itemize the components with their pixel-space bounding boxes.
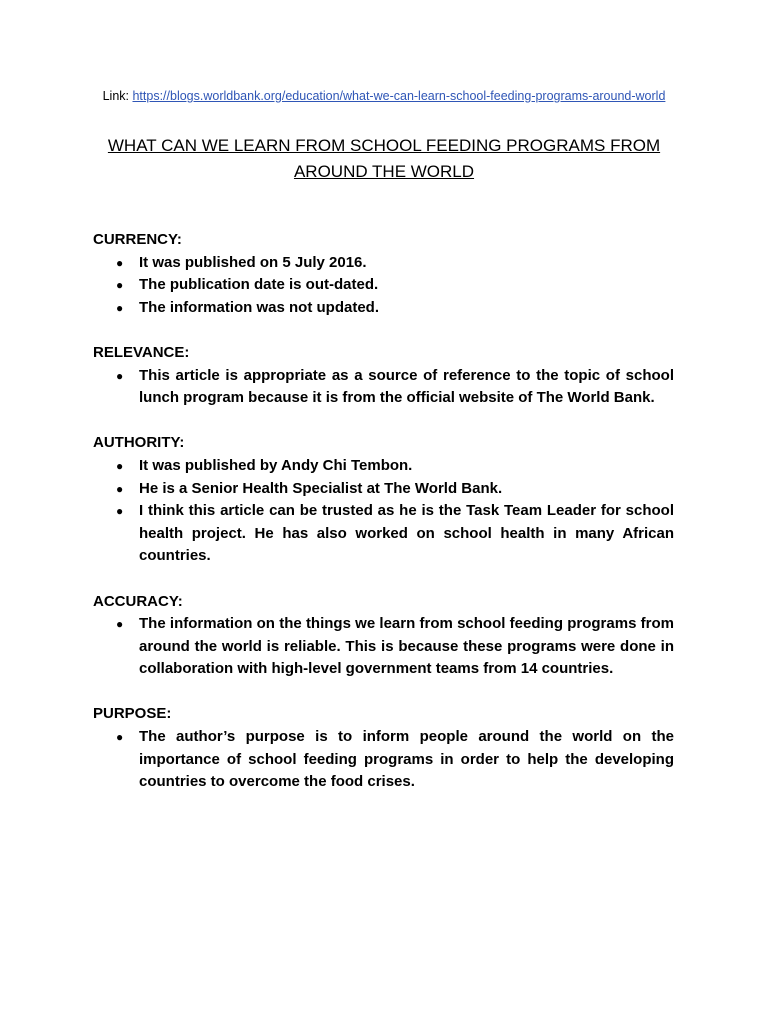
- bullet-text: It was published by Andy Chi Tembon.: [139, 456, 413, 474]
- document-body: [93, 229, 674, 816]
- bullet-text: The information was not updated.: [139, 298, 379, 316]
- bullet-icon: ●: [116, 368, 124, 383]
- bullet-list: [93, 613, 674, 681]
- bullet-list: [93, 726, 674, 794]
- bullet-item: [93, 455, 674, 478]
- bullet-text: He is a Senior Health Specialist at The World Bank.: [139, 479, 503, 497]
- bullet-icon: ●: [116, 278, 124, 293]
- bullet-item: [93, 252, 674, 275]
- section-purpose: [93, 703, 674, 793]
- bullet-icon: ●: [116, 458, 124, 473]
- bullet-item: [93, 726, 674, 794]
- bullet-list: [93, 365, 674, 410]
- bullet-text: This article is appropriate as a source of reference to the topic of school lunch program because it is from the official website of The World Bank.: [139, 366, 674, 407]
- bullet-item: [93, 613, 674, 681]
- source-url-link[interactable]: https://blogs.worldbank.org/education/what-we-can-learn-school-feeding-programs-around-world: [132, 89, 666, 103]
- bullet-text: The publication date is out-dated.: [139, 276, 379, 294]
- bullet-list: [93, 252, 674, 320]
- bullet-item: [93, 365, 674, 410]
- document-title: WHAT CAN WE LEARN FROM SCHOOL FEEDING PROGRAMS FROM AROUND THE WORLD: [107, 136, 661, 181]
- bullet-icon: ●: [116, 255, 124, 270]
- link-prefix: Link:: [102, 89, 133, 103]
- bullet-text: I think this article can be trusted as he is the Task Team Leader for school health project. He has also worked on school health in many African countries.: [139, 502, 674, 565]
- bullet-item: [93, 478, 674, 501]
- section-relevance: [93, 342, 674, 410]
- section-heading: PURPOSE:: [93, 705, 172, 723]
- section-heading: ACCURACY:: [93, 592, 183, 610]
- bullet-text: The information on the things we learn from school feeding programs from around the world is reliable. This is because these programs were done in collaboration with high-level government teams from 14 countries.: [139, 615, 674, 678]
- bullet-item: [93, 500, 674, 568]
- bullet-item: [93, 274, 674, 297]
- bullet-icon: ●: [116, 504, 124, 519]
- section-heading: RELEVANCE:: [93, 343, 190, 361]
- bullet-icon: ●: [116, 481, 124, 496]
- bullet-list: [93, 455, 674, 568]
- bullet-icon: ●: [116, 300, 124, 315]
- section-heading: CURRENCY:: [93, 231, 182, 248]
- bullet-text: It was published on 5 July 2016.: [139, 253, 367, 271]
- bullet-text: The author’s purpose is to inform people around the world on the importance of school feeding programs in order to help the developing countries to overcome the food crises.: [139, 728, 674, 791]
- bullet-icon: ●: [116, 730, 124, 745]
- section-accuracy: [93, 591, 674, 681]
- bullet-icon: ●: [116, 617, 124, 632]
- bullet-item: [93, 297, 674, 320]
- source-link-line: [95, 88, 673, 105]
- section-currency: [93, 229, 674, 319]
- section-authority: [93, 432, 674, 568]
- section-heading: AUTHORITY:: [93, 434, 185, 452]
